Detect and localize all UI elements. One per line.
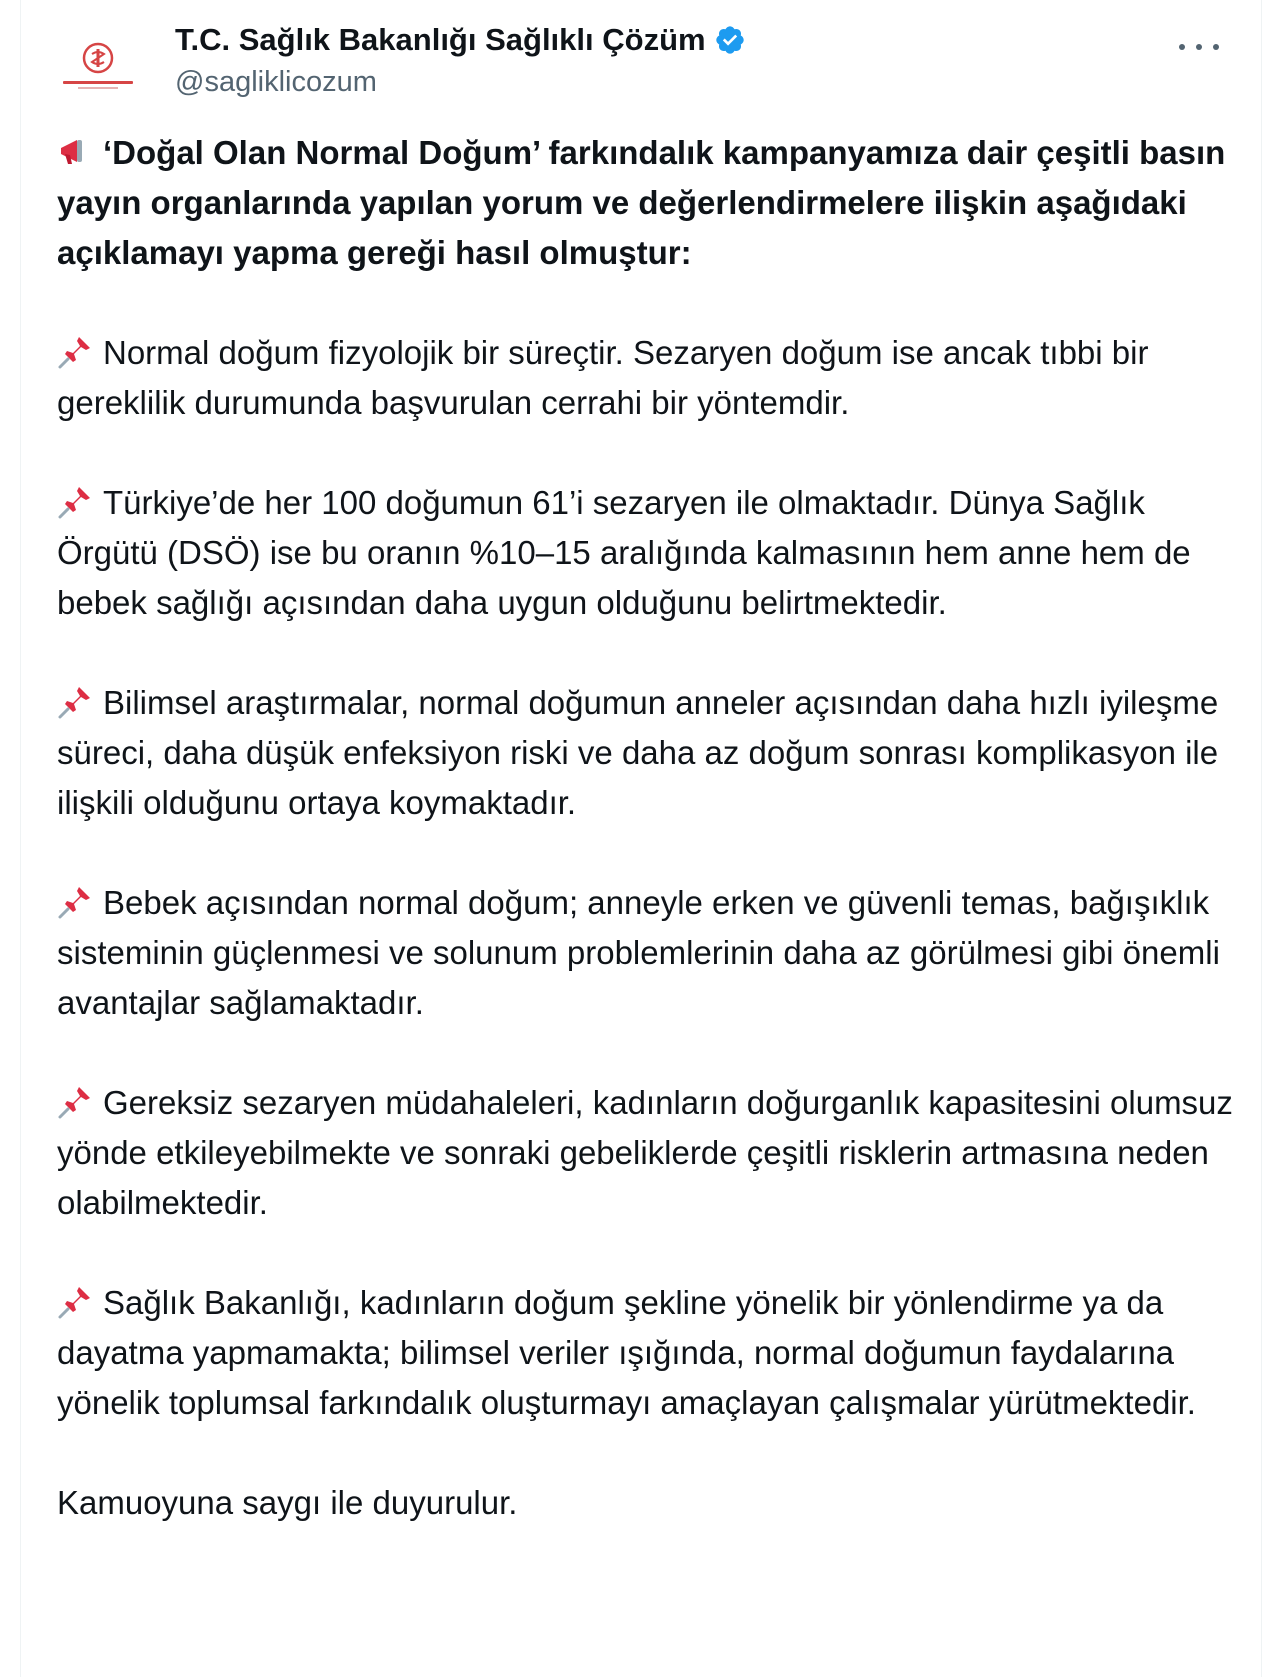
avatar[interactable] [57,24,139,106]
point-2 [57,478,1247,628]
tweet-card [20,0,1262,1677]
pushpin-icon [57,884,93,920]
author-handle[interactable]: @sagliklicozum [175,66,377,98]
logo-text-line [63,81,133,84]
logo-subtext-line [78,87,118,89]
dot [1213,44,1219,50]
pushpin-icon [57,484,93,520]
intro-text: ‘Doğal Olan Normal Doğum’ farkındalık kampanyamıza dair çeşitli basın yayın organlarında yapılan yorum ve değerlendirmelere ilişkin aşağıdaki açıklamayı yapma gereği hasıl olmuştur: [57,134,1226,271]
point-text: Bilimsel araştırmalar, normal doğumun anneler açısından daha hızlı iyileşme süreci, daha düşük enfeksiyon riski ve daha az doğum sonrası komplikasyon ile ilişkili olduğunu ortaya koymaktadır. [57,684,1219,821]
more-options-icon[interactable] [1179,32,1219,62]
author-display-name[interactable]: T.C. Sağlık Bakanlığı Sağlıklı Çözüm [175,22,706,57]
tweet-header [57,18,1225,108]
tweet-text [57,128,1247,1578]
point-5 [57,1078,1247,1228]
point-text: Normal doğum fizyolojik bir süreçtir. Sezaryen doğum ise ancak tıbbi bir gereklilik durumunda başvurulan cerrahi bir yöntemdir. [57,334,1149,421]
tweet-intro [57,128,1247,278]
dot [1196,44,1202,50]
tweet-closing: Kamuoyuna saygı ile duyurulur. [57,1484,518,1521]
verified-badge-icon [714,24,746,56]
pushpin-icon [57,334,93,370]
author-display-name-row[interactable] [175,18,746,62]
point-6 [57,1278,1247,1428]
ministry-of-health-logo-icon [81,41,115,75]
point-3 [57,678,1247,828]
pushpin-icon [57,1284,93,1320]
point-text: Türkiye’de her 100 doğumun 61’i sezaryen ile olmaktadır. Dünya Sağlık Örgütü (DSÖ) ise bu oranın %10–15 aralığında kalmasının hem anne hem de bebek sağlığı açısından daha uygun olduğunu belirtmektedir. [57,484,1191,621]
pushpin-icon [57,684,93,720]
pushpin-icon [57,1084,93,1120]
point-1 [57,328,1247,428]
point-4 [57,878,1247,1028]
point-text: Sağlık Bakanlığı, kadınların doğum şekline yönelik bir yönlendirme ya da dayatma yapmamakta; bilimsel veriler ışığında, normal doğumun faydalarına yönelik toplumsal farkındalık oluşturmayı amaçlayan çalışmalar yürütmektedir. [57,1284,1196,1421]
point-text: Bebek açısından normal doğum; anneyle erken ve güvenli temas, bağışıklık sisteminin güçlenmesi ve solunum problemlerinin daha az görülmesi gibi önemli avantajlar sağlamaktadır. [57,884,1220,1021]
author-names [175,18,746,102]
point-text: Gereksiz sezaryen müdahaleleri, kadınların doğurganlık kapasitesini olumsuz yönde etkileyebilmekte ve sonraki gebeliklerde çeşitli risklerin artmasına neden olabilmektedir. [57,1084,1233,1221]
megaphone-icon [57,134,93,170]
dot [1179,44,1185,50]
